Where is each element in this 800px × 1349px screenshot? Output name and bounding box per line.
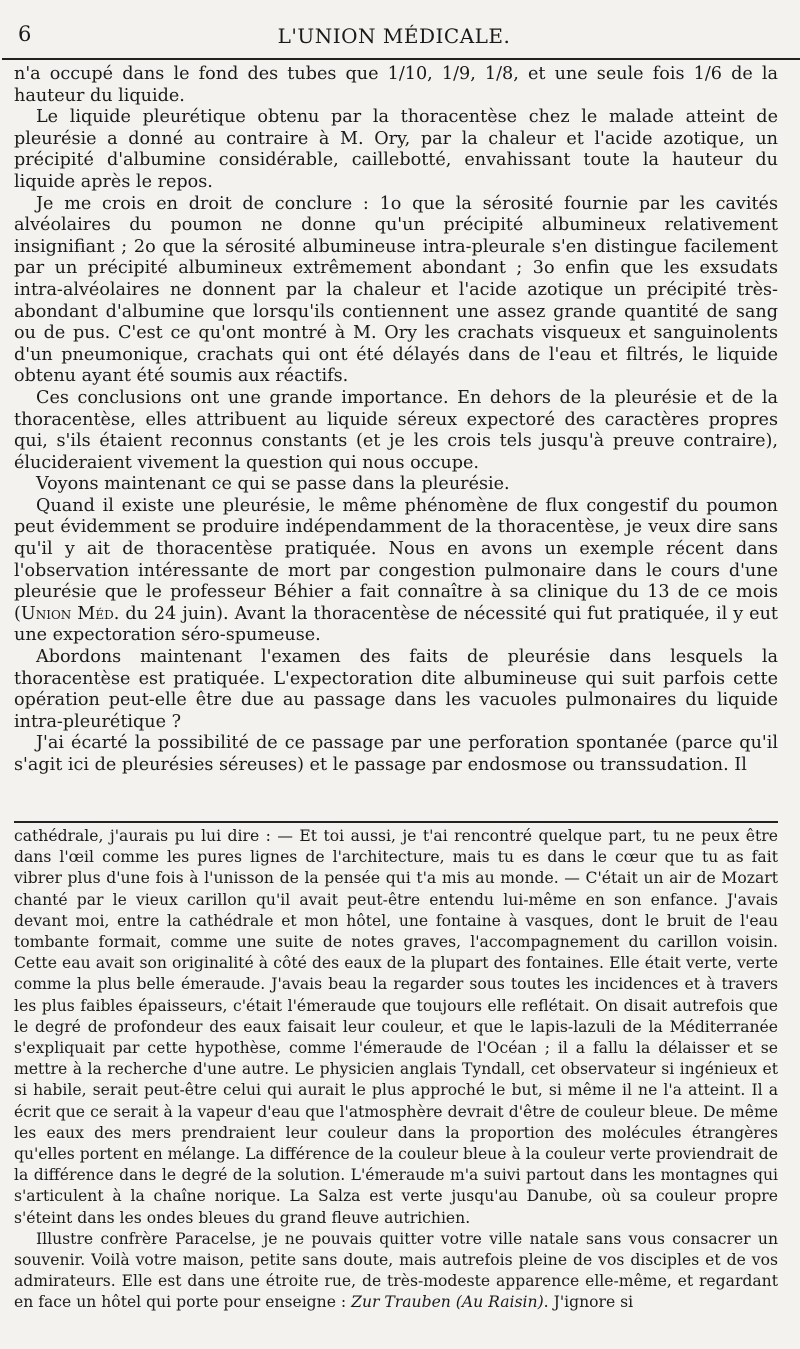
paragraph: Voyons maintenant ce qui se passe dans la pleurésie. (36, 474, 510, 495)
footnote-text-run: Illustre confrère Paracelse, je ne pouvais quitter votre ville natale sans vous consacrer un souvenir. Voilà votre maison, petite sans doute, mais autrefois pleine de vos disciples et de vos admirateurs. Elle est dans une étroite rue, de très-modeste apparence elle-même, et regardant en face un hôtel qui porte pour enseigne : (14, 1229, 778, 1312)
paragraph: Le liquide pleurétique obtenu par la thoracentèse chez le malade atteint de pleurésie a donné au contraire à M. Ory, par la chaleur et l'acide azotique, un précipité d'albumine considérable, caillebotté, envahissant toute la hauteur du liquide après le repos. (14, 107, 778, 192)
footnote-text (14, 826, 778, 1314)
page-header (14, 0, 774, 48)
paragraph-text: Quand il existe une pleurésie, le même phénomène de flux congestif du poumon peut évidemment se produire indépendamment de la thoracentèse, je veux dire sans qu'il y ait de thoracentèse pratiquée. Nous en avons un exemple récent dans l'observation intéressante de mort par congestion pulmonaire dans le cours d'une pleurésie que le professeur Béhier a fait connaître à sa clinique du 13 de ce mois ( (14, 495, 778, 624)
footnote-paragraph (14, 1229, 778, 1314)
running-head: L'UNION MÉDICALE. (277, 24, 511, 48)
paragraph: Abordons maintenant l'examen des faits de pleurésie dans lesquels la thoracentèse est pratiquée. L'expectoration dite albumineuse qui suit parfois cette opération peut-elle être due au passage dans les vacuoles pulmonaires du liquide intra-pleurétique ? (14, 647, 778, 732)
paragraph: n'a occupé dans le fond des tubes que 1/10, 1/9, 1/8, et une seule fois 1/6 de la hauteur du liquide. (14, 64, 778, 106)
main-text (14, 64, 778, 777)
footnote-text-run: . J'ignore si (543, 1293, 634, 1312)
paragraph (14, 496, 778, 647)
footnote-paragraph: cathédrale, j'aurais pu lui dire : — Et toi aussi, je t'ai rencontré quelque part, tu ne peux être dans l'œil comme les pures lignes de l'architecture, mais tu es dans le cœur que tu as fait vibrer plus d'une fois à l'unisson de la pensée qui t'a mis au monde. — C'était un air de Mozart chanté par le vieux carillon qu'il avait peut-être entendu lui-même en son enfance. J'avais devant moi, entre la cathédrale et mon hôtel, une fontaine à vasques, dont le bruit de l'eau tombante formait, comme une suite de notes graves, l'accompagnement du carillon voisin. Cette eau avait son originalité à côté des eaux de la plupart des fontaines. Elle était verte, verte comme la plus belle émeraude. J'avais beau la regarder sous toutes les incidences et à travers les plus faibles épaisseurs, c'était l'émeraude que toujours elle reflétait. On disait autrefois que le degré de profondeur des eaux faisait leur couleur, et que le lapis-lazuli de la Méditerranée s'expliquait par cette hypothèse, comme l'émeraude de l'Océan ; il a fallu la délaisser et se mettre à la recherche d'une autre. Le physicien anglais Tyndall, cet observateur si ingénieux et si habile, serait peut-être celui qui aurait le plus approché le but, si même il ne l'a atteint. Il a écrit que ce serait à la vapeur d'eau que l'atmosphère devrait d'être de couleur bleue. De même les eaux des mers prendraient leur couleur dans la proportion des molécules étrangères qu'elles portent en mélange. La différence de la couleur bleue à la couleur verte proviendrait de la différence dans le degré de la solution. L'émeraude m'a suivi partout dans les montagnes qui s'articulent à la chaîne norique. La Salza est verte jusqu'au Danube, où sa couleur propre s'éteint dans les ondes bleues du grand fleuve autrichien. (14, 827, 778, 1227)
paragraph: Ces conclusions ont une grande importance. En dehors de la pleurésie et de la thoracentèse, elles attribuent au liquide séreux expectoré des caractères propres qui, s'ils étaient reconnus constants (et je les crois tels jusqu'à preuve contraire), élucideraient vivement la question qui nous occupe. (14, 387, 778, 473)
paragraph: J'ai écarté la possibilité de ce passage par une perforation spontanée (parce qu'il s'agit ici de pleurésies séreuses) et le passage par endosmose ou transsudation. Il (14, 733, 778, 775)
hotel-sign-name: Zur Trauben (Au Raisin) (351, 1293, 544, 1312)
journal-citation: Union Méd. (20, 603, 120, 624)
paragraph-text: du 24 juin). Avant la thoracentèse de nécessité qui fut pratiquée, il y eut une expectoration séro-spumeuse. (14, 603, 778, 646)
paragraph: Je me crois en droit de conclure : 1o que la sérosité fournie par les cavités alvéolaires du poumon ne donne qu'un précipité albumineux relativement insignifiant ; 2o que la sérosité albumineuse intra-pleurale s'en distingue facilement par un précipité albumineux extrêmement abondant ; 3o enfin que les exsudats intra-alvéolaires ne donnent par la chaleur et l'acide azotique un précipité très-abondant d'albumine que lorsqu'ils contiennent une assez grande quantité de sang ou de pus. C'est ce qu'ont montré à M. Ory les crachats visqueux et sanguinolents d'un pneumonique, crachats qui ont été délayés dans de l'eau et filtrés, le liquide obtenu ayant été soumis aux réactifs. (14, 193, 778, 387)
footnote-rule (14, 821, 778, 823)
page-number: 6 (18, 22, 32, 46)
header-rule (2, 58, 800, 60)
